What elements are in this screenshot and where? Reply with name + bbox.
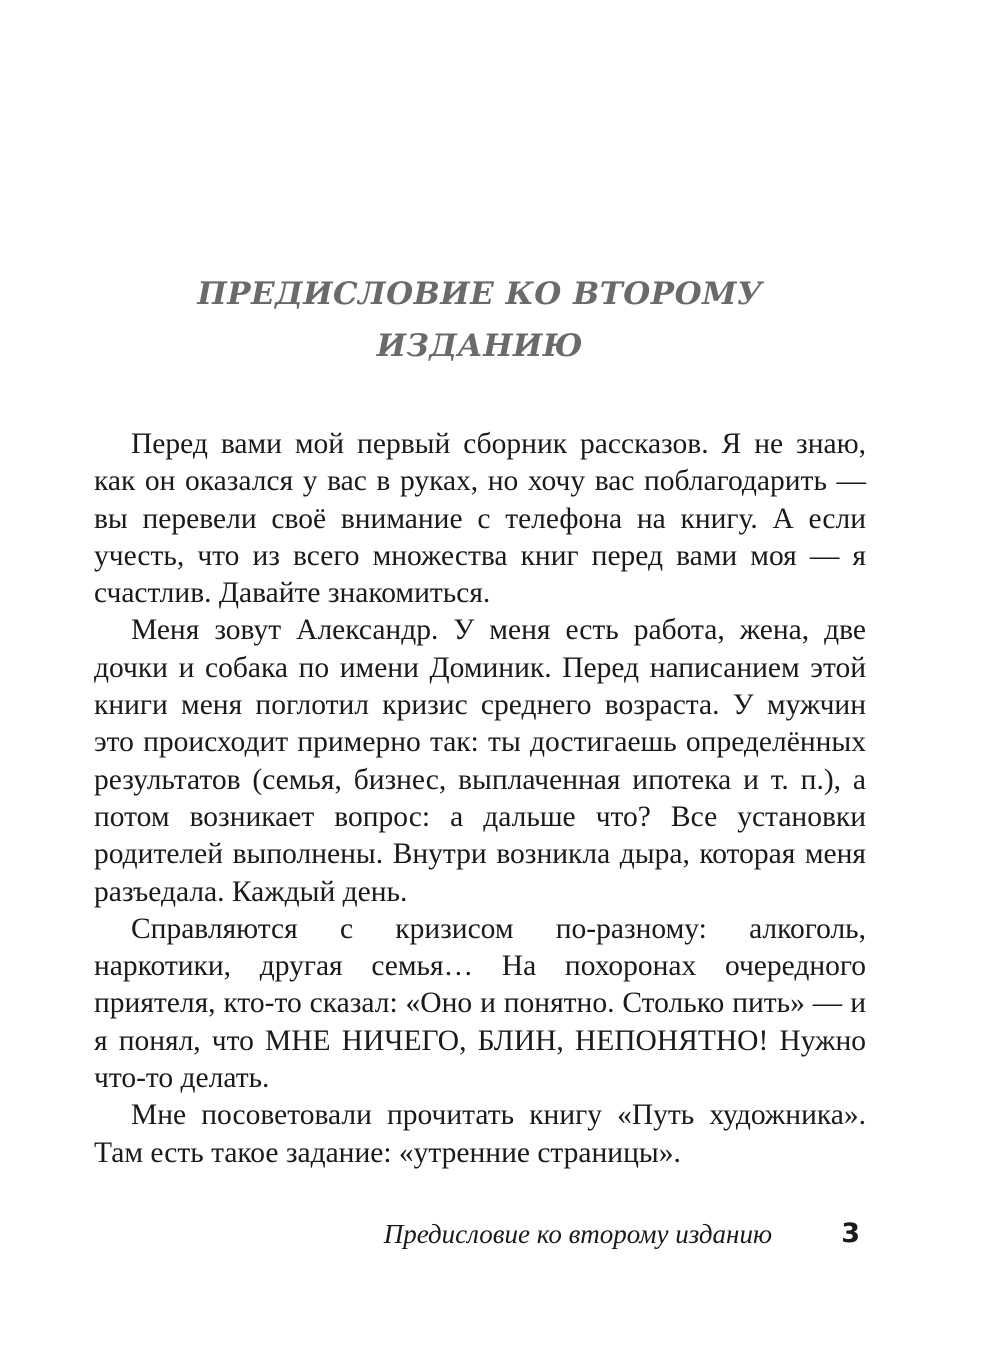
paragraph-4: Мне посоветовали прочитать книгу «Путь художника». Там есть такое задание: «утренние страницы». bbox=[94, 1099, 866, 1169]
chapter-heading-line-1: ПРЕДИСЛОВИЕ КО ВТОРОМУ bbox=[197, 276, 763, 312]
page-footer bbox=[94, 1216, 866, 1252]
paragraph-2: Меня зовут Александр. У меня есть работа, жена, две дочки и собака по имени Доминик. Перед написанием этой книги меня поглотил кризис среднего возраста. У мужчин это происходит примерно так: ты достигаешь определённых результатов (семья, бизнес, выплаченная ипотека и т. п.), а потом возникает вопрос: а дальше что? Все установки родителей выполнены. Внутри возникла дыра, которая меня разъедала. Каждый день. bbox=[94, 614, 866, 908]
paragraph-3: Справляются с кризисом по-разному: алкоголь, наркотики, другая семья… На похоронах очередного приятеля, кто-то сказал: «Оно и понятно. Столько пить» — и я понял, что МНЕ НИЧЕГО, БЛИН, НЕПОНЯТНО! Нужно что-то делать. bbox=[94, 912, 866, 1095]
chapter-heading bbox=[94, 268, 866, 372]
paragraph-1: Перед вами мой первый сборник рассказов. Я не знаю, как он оказался у вас в руках, но хочу вас поблагодарить — вы перевели своё внимание с телефона на книгу. А если учесть, что из всего множества книг перед вами моя — я счастлив. Давайте знакомиться. bbox=[94, 428, 866, 610]
body-text bbox=[94, 426, 866, 1172]
chapter-heading-line-2: ИЗДАНИЮ bbox=[376, 328, 584, 364]
running-title: Предисловие ко второму изданию bbox=[383, 1219, 772, 1249]
page-number: 3 bbox=[841, 1218, 860, 1249]
